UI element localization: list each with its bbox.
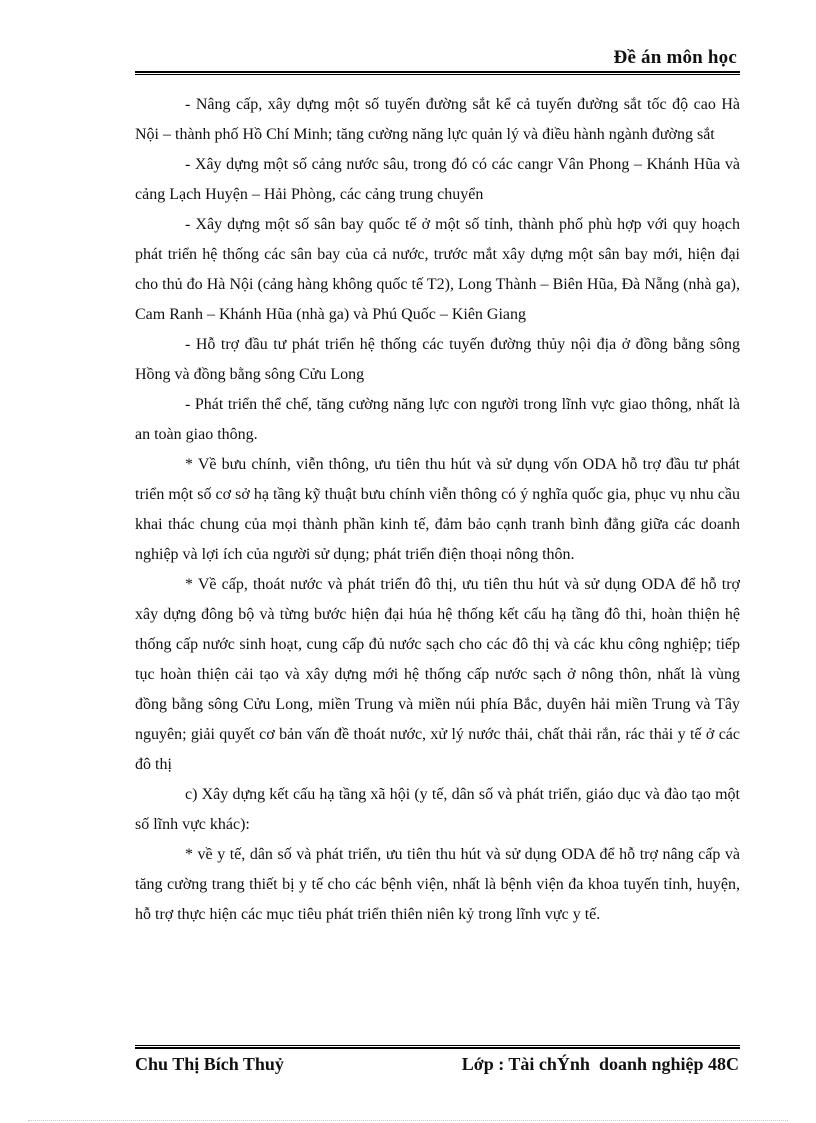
paragraph: c) Xây dựng kết cấu hạ tầng xã hội (y tế, dân số và phát triển, giáo dục và đào tạo một số lĩnh vực khác): bbox=[135, 786, 740, 833]
footer-author: Chu Thị Bích Thuỷ bbox=[135, 1054, 284, 1074]
paragraph: * về y tế, dân số và phát triển, ưu tiên thu hút và sử dụng ODA để hỗ trợ nâng cấp và tăng cường trang thiết bị y tế cho các bệnh viện, nhất là bệnh viện đa khoa tuyến tỉnh, huyện, hỗ trợ thực hiện các mục tiêu phát triển thiên niên kỷ trong lĩnh vực y tế. bbox=[135, 846, 740, 923]
paragraph: - Nâng cấp, xây dựng một số tuyến đường sắt kể cả tuyến đường sắt tốc độ cao Hà Nội – thành phố Hồ Chí Minh; tăng cường năng lực quản lý và điều hành ngành đường sắt bbox=[135, 96, 740, 143]
document-body bbox=[135, 90, 740, 930]
header-divider bbox=[135, 71, 740, 75]
paragraph: - Xây dựng một số sân bay quốc tế ở một số tỉnh, thành phố phù hợp với quy hoạch phát triển hệ thống các sân bay của cả nước, trước mắt xây dựng một sân bay mới, hiện đại cho thủ đo Hà Nội (cảng hàng không quốc tế T2), Long Thành – Biên Hũa, Đà Nẵng (nhà ga), Cam Ranh – Khánh Hũa (nhà ga) và Phú Quốc – Kiên Giang bbox=[135, 216, 740, 323]
header-title: Đề án môn học bbox=[613, 47, 737, 68]
page-edge-divider bbox=[28, 1120, 788, 1121]
paragraph: - Phát triển thể chế, tăng cường năng lực con người trong lĩnh vực giao thông, nhất là an toàn giao thông. bbox=[135, 396, 740, 443]
footer-divider bbox=[135, 1045, 740, 1049]
paragraph: * Về cấp, thoát nước và phát triển đô thị, ưu tiên thu hút và sử dụng ODA để hỗ trợ xây dựng đông bộ và từng bước hiện đại húa hệ thống kết cấu hạ tầng đô thi, hoàn thiện hệ thống cấp nước sinh hoạt, cung cấp đủ nước sạch cho các đô thị và các khu công nghiệp; tiếp tục hoàn thiện cải tạo và xây dựng mới hệ thống cấp nước sạch ở nông thôn, nhất là vùng đồng bằng sông Cửu Long, miền Trung và miền núi phía Bắc, duyên hải miền Trung và Tây nguyên; giải quyết cơ bản vấn đề thoát nước, xử lý nước thải, chất thải rắn, rác thải y tế ở các đô thị bbox=[135, 576, 740, 773]
paragraph: * Về bưu chính, viễn thông, ưu tiên thu hút và sử dụng vốn ODA hỗ trợ đầu tư phát triển một số cơ sở hạ tầng kỹ thuật bưu chính viễn thông có ý nghĩa quốc gia, phục vụ nhu cầu khai thác chung của mọi thành phần kinh tế, đảm bảo cạnh tranh bình đẳng giữa các doanh nghiệp và lợi ích của người sử dụng; phát triển điện thoại nông thôn. bbox=[135, 456, 740, 563]
paragraph: - Xây dựng một số cảng nước sâu, trong đó có các cangr Vân Phong – Khánh Hũa và cảng Lạch Huyện – Hải Phòng, các cảng trung chuyển bbox=[135, 156, 740, 203]
paragraph: - Hỗ trợ đầu tư phát triển hệ thống các tuyến đường thủy nội địa ở đồng bằng sông Hồng và đồng bằng sông Cửu Long bbox=[135, 336, 740, 383]
footer-class: Lớp : Tài chÝnh doanh nghiệp 48C bbox=[461, 1054, 739, 1074]
